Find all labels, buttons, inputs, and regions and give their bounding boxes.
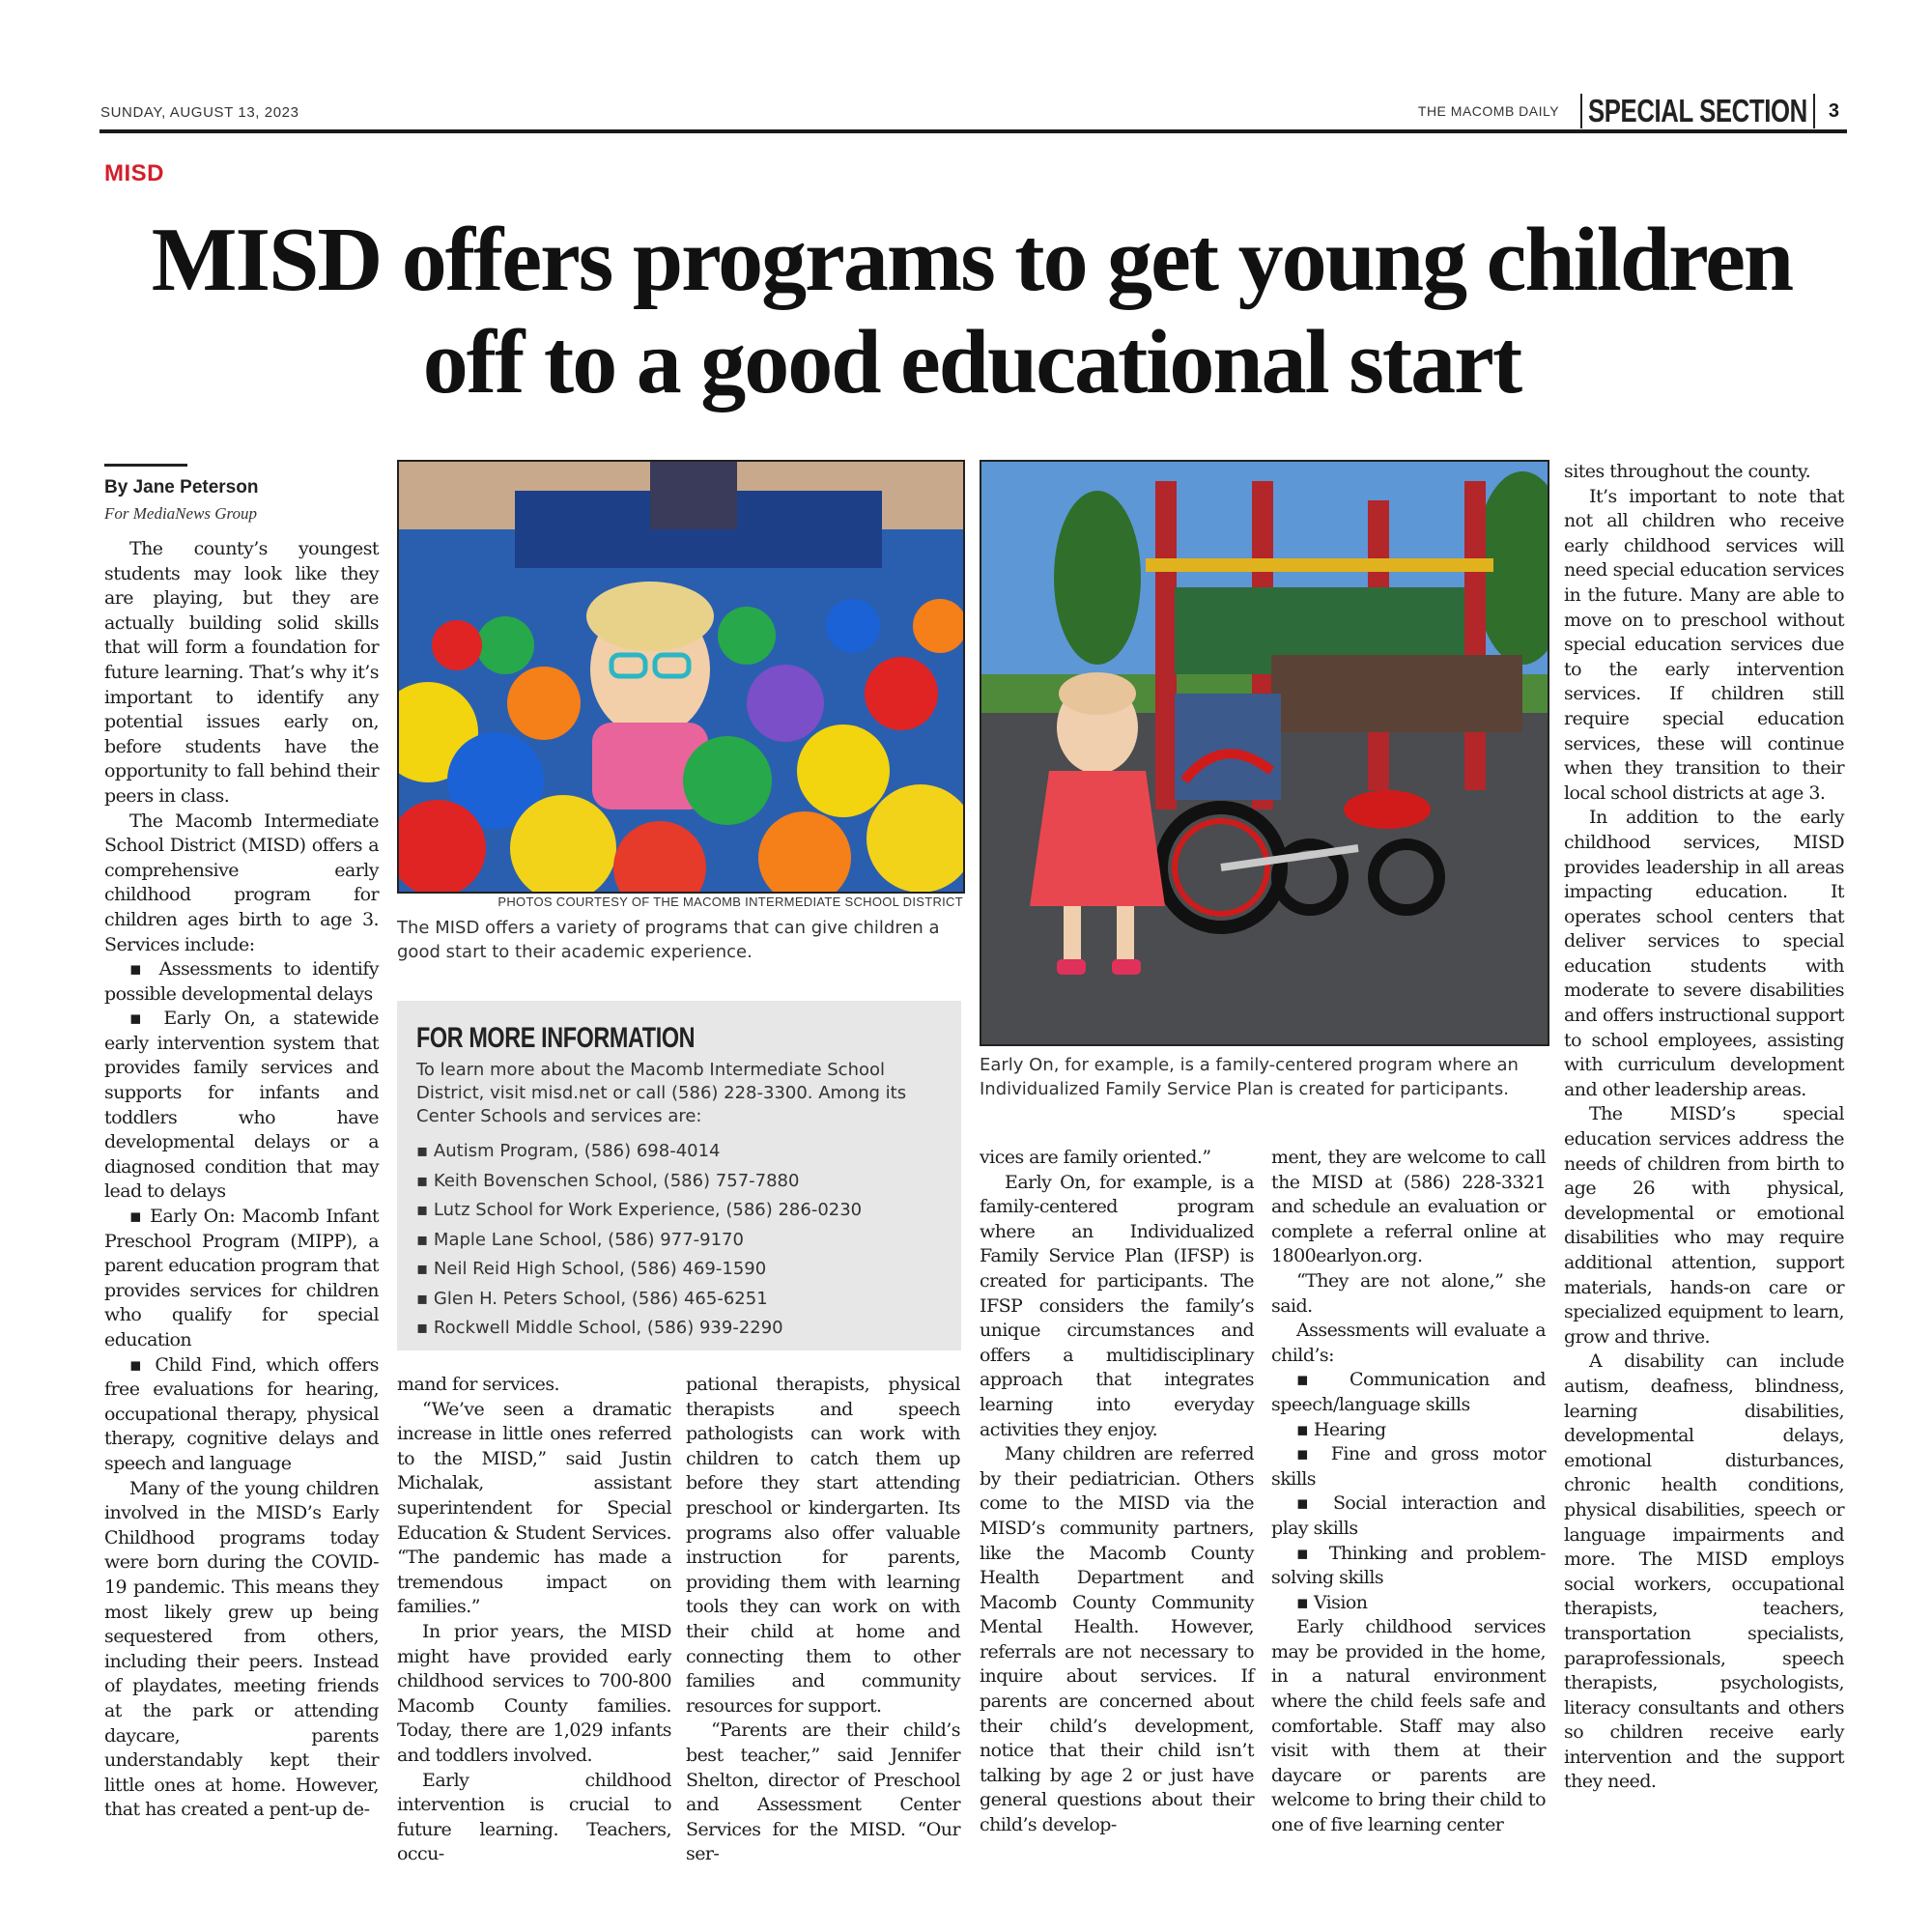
byline-credit: For MediaNews Group <box>104 504 258 523</box>
contact-item: ▪ Glen H. Peters School, (586) 465-6251 <box>416 1285 957 1315</box>
paragraph: In addition to the early childhood services, MISD provides leadership in all areas impacting education. It operates school centers that deliver services to special education students with moderate to severe disabilities and offers instructional support to school employees, assisting with curriculum development and other leadership areas. <box>1564 807 1844 1100</box>
list-item: ▪ Early On: Macomb Infant Preschool Program (MIPP), a parent education program that provides services for children who qualify for special education <box>104 1206 379 1350</box>
paragraph: It’s important to note that not all children who receive early childhood services will need special education services in the future. Many are able to move on to preschool without special education services due to the early intervention services. If children still require special education services, these will continue when they transition to their local school districts at age 3. <box>1564 485 1844 804</box>
page-number: 3 <box>1828 99 1839 122</box>
section-name: SPECIAL SECTION <box>1588 93 1807 128</box>
paragraph: Early On, for example, is a family-centered program where an Individualized Family Service Plan (IFSP) is created for participants. The IFSP considers the family’s unique circumstances and offers a multidisciplinary approach that integrates learning into everyday activities they enjoy. <box>980 1171 1254 1440</box>
list-item: ▪ Child Find, which offers free evaluations for hearing, occupational therapy, physical therapy, cognitive delays and speech and language <box>104 1353 379 1474</box>
section-kicker: MISD <box>104 160 164 186</box>
folio-date: SUNDAY, AUGUST 13, 2023 <box>100 104 299 121</box>
publication-name: THE MACOMB DAILY <box>1417 103 1560 119</box>
photo-caption-2: Early On, for example, is a family-centered program where an Individualized Family Service Plan is created for participants. <box>980 1055 1519 1099</box>
paragraph: Early childhood intervention is crucial to future learning. Teachers, occu- <box>397 1769 671 1865</box>
paragraph: Early childhood services may be provided in the home, in a natural environment where the child feels safe and comfortable. Staff may also visit with them at their daycare or parents are welcome to bring their child to one of five learning center <box>1271 1616 1546 1836</box>
contact-item: ▪ Rockwell Middle School, (586) 939-2290 <box>416 1314 957 1344</box>
photo-caption-1: The MISD offers a variety of programs that can give children a good start to their academic experience. <box>397 918 940 962</box>
folio-divider <box>1580 94 1582 128</box>
contact-item: ▪ Autism Program, (586) 698-4014 <box>416 1137 957 1167</box>
contact-item: ▪ Keith Bovenschen School, (586) 757-7880 <box>416 1167 957 1197</box>
photo-ball-pit <box>397 460 965 894</box>
paragraph: mand for services. <box>397 1374 560 1395</box>
article-column-2 <box>397 1373 671 1867</box>
article-column-3 <box>686 1373 960 1867</box>
paragraph: Assessments will evaluate a child’s: <box>1271 1320 1546 1366</box>
article-column-4 <box>980 1146 1254 1838</box>
article-column-5 <box>1271 1146 1546 1838</box>
info-box <box>397 1001 961 1350</box>
contact-item: ▪ Neil Reid High School, (586) 469-1590 <box>416 1255 957 1285</box>
folio-divider <box>1813 94 1815 128</box>
list-item: ▪ Assessments to identify possible developmental delays <box>104 958 379 1005</box>
paragraph: In prior years, the MISD might have provided early childhood services to 700-800 Macomb County families. Today, there are 1,029 infants and toddlers involved. <box>397 1620 671 1766</box>
photo-credit: PHOTOS COURTESY OF THE MACOMB INTERMEDIATE SCHOOL DISTRICT <box>497 895 963 909</box>
paragraph: The MISD’s special education services address the needs of children from birth to age 26 with physical, developmental or emotional disabilities who may require additional attention, support materials, hands-on care or specialized equipment to learn, grow and thrive. <box>1564 1103 1844 1348</box>
list-item: ▪ Vision <box>1296 1591 1368 1613</box>
paragraph: “They are not alone,” she said. <box>1271 1269 1546 1317</box>
paragraph: Many of the young children involved in the MISD’s Early Childhood programs today were born during the COVID-19 pandemic. This means they most likely grew up being sequestered from others, including their peers. Instead of playdates, meeting friends at the park or attending daycare, parents understandably kept their little ones at home. However, that has created a pent-up de- <box>104 1477 379 1821</box>
paragraph: sites throughout the county. <box>1564 461 1811 482</box>
info-box-intro: To learn more about the Macomb Intermediate School District, visit misd.net or call (586) 228-3300. Among its Center Schools and services are: <box>416 1060 907 1126</box>
info-box-title: FOR MORE INFORMATION <box>416 1022 696 1054</box>
list-item: ▪ Social interaction and play skills <box>1271 1492 1546 1539</box>
playground-illustration <box>981 462 1548 1044</box>
byline-rule <box>104 464 187 467</box>
paragraph: pational therapists, physical therapists and speech pathologists can work with children to catch them up before they start attending preschool or kindergarten. Its programs also offer valuable instruction for parents, providing them with learning tools they can work on with their child at home and connecting them to other families and community resources for support. <box>686 1374 960 1717</box>
paragraph: “We’ve seen a dramatic increase in little ones referred to the MISD,” said Justin Michalak, assistant superintendent for Special Education & Student Services. “The pandemic has made a tremendous impact on families.” <box>397 1398 671 1618</box>
paragraph: vices are family oriented.” <box>980 1147 1211 1168</box>
list-item: ▪ Communication and speech/language skills <box>1271 1369 1546 1415</box>
contact-item: ▪ Maple Lane School, (586) 977-9170 <box>416 1226 957 1256</box>
headline: MISD offers programs to get young children off to a good educational start <box>151 210 1793 412</box>
top-rule <box>99 129 1847 133</box>
paragraph: ment, they are welcome to call the MISD at (586) 228-3321 and schedule an evaluation or complete a referral online at 1800earlyon.org. <box>1271 1147 1546 1267</box>
paragraph: “Parents are their child’s best teacher,” said Jennifer Shelton, director of Preschool and Assessment Center Services for the MISD. “Our ser- <box>686 1719 960 1865</box>
list-item: ▪ Early On, a statewide early intervention system that provides family services and supports for infants and toddlers who have developmental delays or a diagnosed condition that may lead to delays <box>104 1008 379 1203</box>
article-column-6 <box>1564 460 1844 1795</box>
ball-pit-illustration <box>399 462 963 892</box>
photo-playground <box>980 460 1549 1046</box>
paragraph: The Macomb Intermediate School District (MISD) offers a comprehensive early childhood program for children ages birth to age 3. Services include: <box>104 810 379 955</box>
list-item: ▪ Hearing <box>1296 1418 1386 1440</box>
article-column-1 <box>104 537 379 1823</box>
list-item: ▪ Fine and gross motor skills <box>1271 1443 1546 1490</box>
paragraph: Many children are referred by their pediatrician. Others come to the MISD via the MISD’s community partners, like the Macomb County Health Department and Macomb County Community Mental Health. However, referrals are not necessary to inquire about services. If parents are concerned about their child’s development, notice that their child isn’t talking by age 2 or just have general questions about their child’s develop- <box>980 1443 1254 1836</box>
paragraph: A disability can include autism, deafness, blindness, learning disabilities, developmental delays, emotional disturbances, chronic health conditions, physical disabilities, speech or language impairments and more. The MISD employs social workers, occupational therapists, teachers, transportation specialists, paraprofessionals, speech therapists, psychologists, literacy consultants and others so children receive early intervention and the support they need. <box>1564 1350 1844 1793</box>
paragraph: The county’s youngest students may look like they are playing, but they are actually building solid skills that will form a foundation for future learning. That’s why it’s important to identify any potential issues early on, before students have the opportunity to fall behind their peers in class. <box>104 538 379 807</box>
folio-masthead <box>1418 93 1839 129</box>
contact-list <box>416 1137 957 1344</box>
byline: By Jane Peterson <box>104 477 259 497</box>
contact-item: ▪ Lutz School for Work Experience, (586) 286-0230 <box>416 1196 957 1226</box>
list-item: ▪ Thinking and problem-solving skills <box>1271 1542 1546 1589</box>
